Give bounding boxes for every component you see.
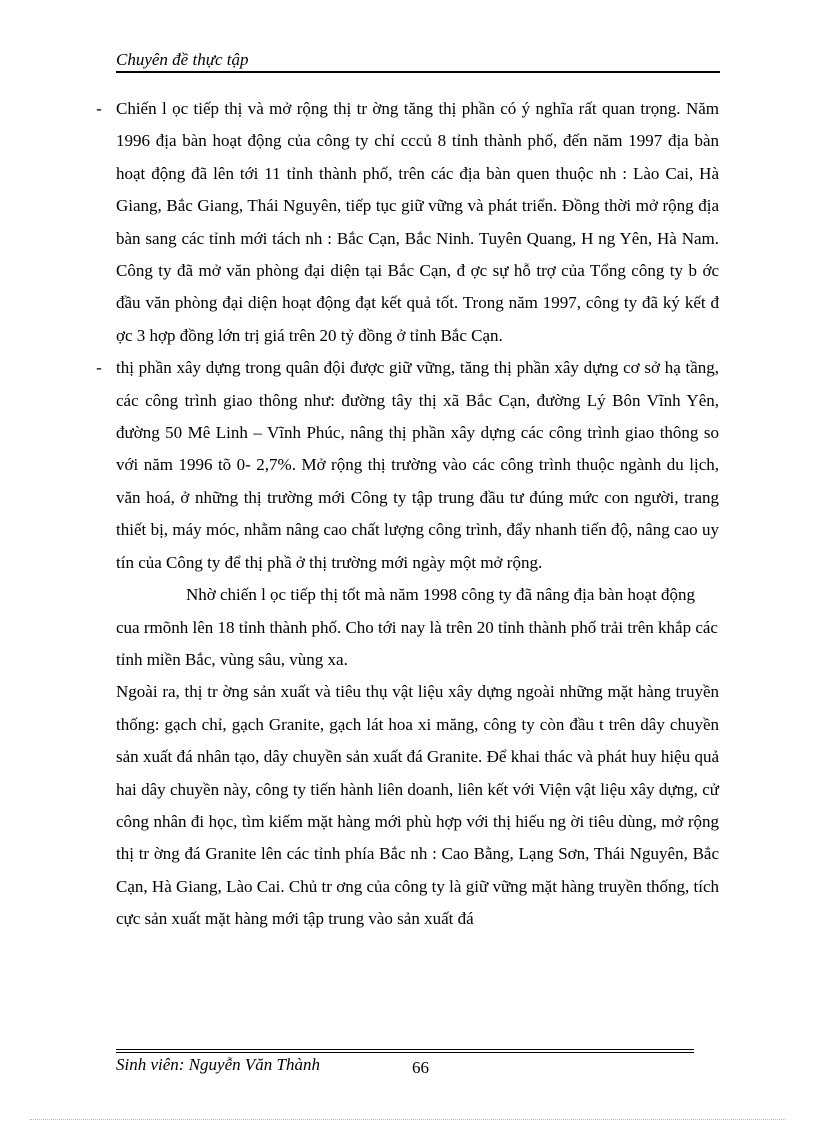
document-body [96,93,719,936]
page-number: 66 [412,1058,429,1077]
bullet-dash: - [96,99,102,118]
page-bottom-border [30,1119,786,1120]
paragraph-materials-market: Ngoài ra, thị tr ờng sản xuất và tiêu thụ vật liệu xây dựng ngoài những mặt hàng truyền thống: gạch chỉ, gạch Granite, gạch lát hoa xi măng, công ty còn đầu t trên dây chuyền sản xuất đá nhân tạo, dây chuyền sản xuất đá Granite. Để khai thác và phát huy hiệu quả hai dây chuyền này, công ty tiến hành liên doanh, liên kết với Viện vật liệu xây dựng, cử công nhân đi học, tìm kiếm mặt hàng mới phù hợp với thị hiếu ng ời tiêu dùng, mở rộng thị tr ờng đá Granite lên các tỉnh phía Bắc nh : Cao Bằng, Lạng Sơn, Thái Nguyên, Bắc Cạn, Hà Giang, Lào Cai. Chủ tr ơng của công ty là giữ vững mặt hàng truyền thống, tích cực sản xuất mặt hàng mới tập trung vào sản xuất đá [116,682,719,929]
bullet-dash: - [96,358,102,378]
paragraph-military-construction [96,352,719,579]
page-header-title: Chuyên đề thực tập [116,50,249,69]
paragraph-area-expansion: Nhờ chiến l ọc tiếp thị tốt mà năm 1998 công ty đã nâng địa bàn hoạt động cua rmõnh lên 18 tỉnh thành phố. Cho tới nay là trên 20 tỉnh thành phố trải trên khắp các tỉnh miền Bắc, vùng sâu, vùng xa. [116,585,718,669]
paragraph-text: Chiến l ọc tiếp thị và mở rộng thị tr ờng tăng thị phần có ý nghĩa rất quan trọng. Năm 1996 địa bàn hoạt động của công ty chỉ cccủ 8 tỉnh thành phố, đến năm 1997 địa bàn hoạt động đã lên tới 11 tỉnh thành phố, trên các địa bàn quen thuộc nh : Lào Cai, Hà Giang, Bắc Giang, Thái Nguyên, tiếp tục giữ vững và phát triển. Đồng thời mở rộng địa bàn sang các tỉnh mới tách nh : Bắc Cạn, Bắc Ninh. Tuyên Quang, H ng Yên, Hà Nam. Công ty đã mở văn phòng đại diện tại Bắc Cạn, đ ợc sự hỗ trợ của Tổng công ty b ớc đầu văn phòng đại diện hoạt động đạt kết quả tốt. Trong năm 1997, công ty đã ký kết đ ợc 3 hợp đồng lớn trị giá trên 20 tỷ đồng ở tỉnh Bắc Cạn. [116,99,719,345]
paragraph-market-strategy [96,93,719,352]
header-divider [116,71,720,73]
footer-author: Sinh viên: Nguyễn Văn Thành [116,1055,320,1074]
footer-divider-bottom [116,1052,694,1053]
footer-divider-top [116,1049,694,1050]
paragraph-text: thị phần xây dựng trong quân đội được giữ vững, tăng thị phần xây dựng cơ sở hạ tầng, các công trình giao thông như: đường tây thị xã Bắc Cạn, đường Lý Bôn Vĩnh Yên, đường 50 Mê Linh – Vĩnh Phúc, nâng thị phần xây dựng các công trình giao thông so với năm 1996 tõ 0- 2,7%. Mở rộng thị trường vào các công trình thuộc ngành du lịch, văn hoá, ở những thị trường mới Công ty tập trung đầu tư đúng mức con người, trang thiết bị, máy móc, nhằm nâng cao chất lượng công trình, đẩy nhanh tiến độ, nâng cao uy tín của Công ty để thị phầ ở thị trường mới ngày một mở rộng. [116,358,719,572]
